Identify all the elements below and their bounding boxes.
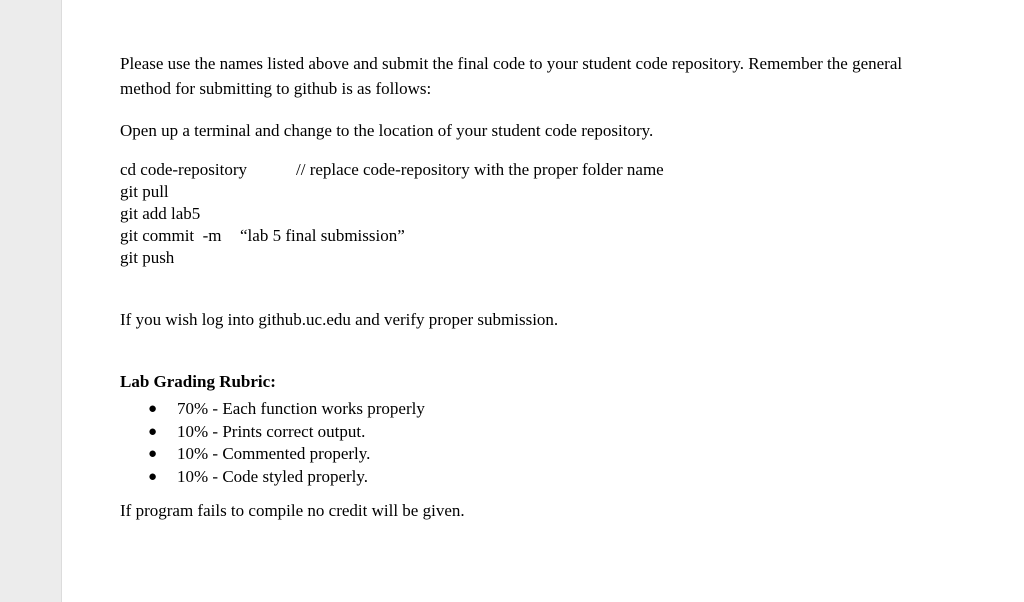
fail-note: If program fails to compile no credit will be given. <box>120 501 465 520</box>
rubric-item <box>120 398 950 421</box>
document-content <box>120 51 950 523</box>
rubric-list <box>120 398 950 488</box>
intro-paragraph: Please use the names listed above and submit the final code to your student code repository. Remember the general method for submitting to github is as follows: <box>120 54 903 98</box>
rubric-heading: Lab Grading Rubric: <box>120 372 276 391</box>
bullet-icon: ● <box>148 423 158 440</box>
left-margin-strip <box>0 0 62 602</box>
commit-command: git commit -m <box>120 226 222 245</box>
document-page <box>62 0 1024 602</box>
rubric-item-text: 70% - Each function works properly <box>177 399 425 418</box>
rubric-item-text: 10% - Commented properly. <box>177 444 371 463</box>
rubric-item-text: 10% - Code styled properly. <box>177 466 369 486</box>
rubric-item <box>120 443 950 466</box>
git-commands-block <box>120 159 950 269</box>
code-line-commit <box>120 225 950 247</box>
rubric-item <box>120 466 950 489</box>
bullet-icon: ● <box>148 446 158 462</box>
rubric-item-text: 10% - Prints correct output. <box>177 421 366 441</box>
code-line-pull: git pull <box>120 182 169 201</box>
code-line-add: git add lab5 <box>120 204 201 223</box>
commit-message: “lab 5 final submission” <box>240 226 405 245</box>
cd-comment: // replace code-repository with the proper folder name <box>296 160 664 179</box>
bullet-icon: ● <box>148 401 158 417</box>
rubric-item <box>120 421 950 444</box>
code-line-cd <box>120 159 950 181</box>
code-line-push: git push <box>120 248 175 267</box>
cd-command: cd code-repository <box>120 160 247 179</box>
open-terminal-instruction: Open up a terminal and change to the location of your student code repository. <box>120 121 654 140</box>
bullet-icon: ● <box>148 468 158 485</box>
verify-paragraph: If you wish log into github.uc.edu and verify proper submission. <box>120 310 559 329</box>
